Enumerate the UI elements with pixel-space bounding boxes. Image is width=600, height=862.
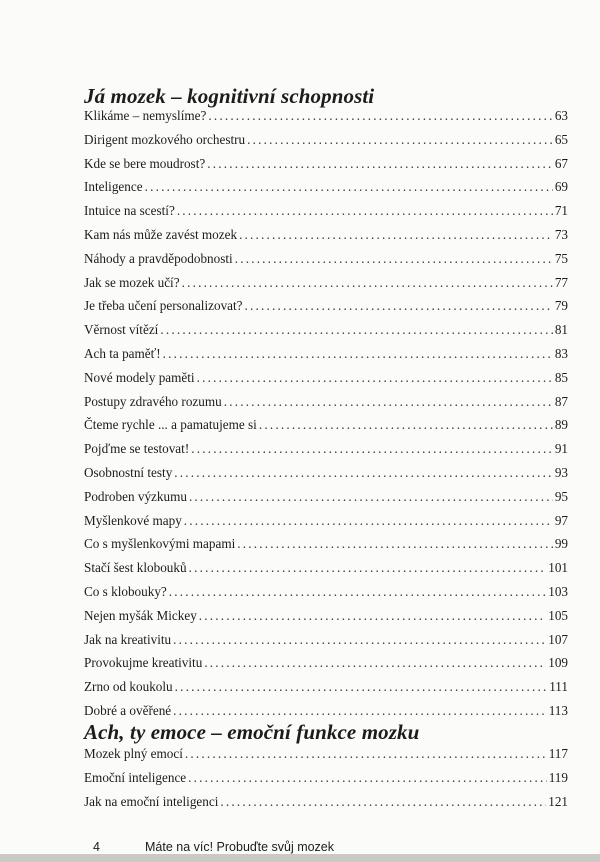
entry-page: 101 [548,560,568,576]
toc-entry [84,370,568,394]
entry-page: 121 [548,793,568,809]
toc-entry [84,108,568,132]
entry-page: 69 [554,179,568,195]
section-heading: Ach, ty emoce – emoční funkce mozku [84,720,420,744]
leader-dots [160,322,552,338]
entry-page: 111 [549,679,568,695]
entry-title: Stačí šest klobouků [84,560,187,576]
leader-dots [173,632,546,648]
leader-dots [208,108,552,124]
entry-page: 103 [548,583,568,599]
toc-entry [84,132,568,156]
toc-entry [84,679,568,703]
entry-page: 97 [554,512,568,528]
toc-entry [84,632,568,656]
toc-entry [84,394,568,418]
entry-page: 87 [554,393,568,409]
entry-page: 119 [548,769,568,785]
toc-entry [84,417,568,441]
toc-entry [84,275,568,299]
entry-title: Kam nás může zavést mozek [84,226,238,242]
entry-title: Ach ta paměť! [84,345,161,361]
book-title: Máte na víc! Probuďte svůj mozek [145,840,335,854]
entry-page: 89 [554,417,568,433]
page-footer [93,840,335,854]
entry-title: Nejen myšák Mickey [84,607,197,623]
entry-page: 73 [554,226,568,242]
page-edge [0,854,600,862]
entry-title: Inteligence [84,179,143,195]
toc-entry [84,584,568,608]
entry-title: Postupy zdravého rozumu [84,393,222,409]
entry-title: Dirigent mozkového orchestru [84,131,246,147]
leader-dots [204,655,546,671]
entry-title: Jak na emoční inteligenci [84,793,219,809]
toc-entry [84,608,568,632]
toc-entry [84,346,568,370]
entry-page: 67 [554,155,568,171]
entry-title: Věrnost vítězí [84,322,159,338]
entry-page: 65 [554,131,568,147]
leader-dots [185,746,547,762]
entry-page: 79 [554,298,568,314]
leader-dots [175,679,548,695]
leader-dots [239,227,553,243]
entry-title: Mozek plný emocí [84,746,183,761]
toc-entry [84,441,568,465]
entry-title: Emoční inteligence [84,769,187,785]
leader-dots [224,394,553,410]
entry-title: Kde se bere moudrost? [84,155,206,171]
entry-page: 95 [554,488,568,504]
entry-title: Zrno od koukolu [84,679,173,695]
leader-dots [237,536,553,552]
toc-entry [84,794,568,818]
entry-page: 113 [548,702,568,718]
leader-dots [184,513,553,529]
toc-entry [84,179,568,203]
entry-page: 81 [554,322,568,338]
toc-entry [84,203,568,227]
entry-page: 63 [554,108,568,123]
leader-dots [174,465,553,481]
entry-title: Osobnostní testy [84,464,173,480]
leader-dots [188,770,547,786]
leader-dots [207,156,553,172]
entry-page: 91 [554,441,568,457]
leader-dots [191,441,553,457]
section-heading: Já mozek – kognitivní schopnosti [84,84,375,108]
entry-title: Myšlenkové mapy [84,512,182,528]
entry-page: 75 [554,250,568,266]
toc-entry [84,560,568,584]
entry-title: Dobré a ověřené [84,702,172,718]
entry-title: Náhody a pravděpodobnosti [84,250,233,266]
entry-page: 85 [554,369,568,385]
entry-page: 99 [554,536,568,552]
toc-entry [84,746,568,770]
entry-title: Pojďme se testovat! [84,441,190,457]
toc-list [84,746,568,817]
entry-title: Provokujme kreativitu [84,655,203,671]
entry-title: Intuice na scestí? [84,203,175,219]
leader-dots [169,584,546,600]
entry-page: 105 [548,607,568,623]
entry-title: Co s klobouky? [84,583,167,599]
leader-dots [182,275,553,291]
toc-entry [84,489,568,513]
leader-dots [163,346,553,362]
entry-page: 71 [554,203,568,219]
entry-page: 117 [548,746,568,761]
toc-list [84,108,568,727]
toc-entry [84,251,568,275]
toc-entry [84,322,568,346]
toc-entry [84,465,568,489]
toc-entry [84,227,568,251]
leader-dots [189,489,553,505]
leader-dots [259,417,553,433]
entry-title: Podroben výzkumu [84,488,187,504]
toc-entry [84,536,568,560]
leader-dots [173,703,547,719]
toc-entry [84,156,568,180]
entry-title: Jak se mozek učí? [84,274,180,290]
entry-title: Je třeba učení personalizovat? [84,298,243,314]
page-number: 4 [93,840,100,854]
entry-title: Klikáme – nemyslíme? [84,108,207,123]
leader-dots [197,370,553,386]
entry-title: Jak na kreativitu [84,631,172,647]
entry-page: 109 [548,655,568,671]
leader-dots [220,794,546,810]
entry-page: 77 [554,274,568,290]
leader-dots [145,179,553,195]
toc-entry [84,298,568,322]
toc-entry [84,513,568,537]
leader-dots [245,298,553,314]
toc-entry [84,770,568,794]
entry-page: 107 [548,631,568,647]
leader-dots [199,608,546,624]
leader-dots [247,132,553,148]
entry-title: Čteme rychle ... a pamatujeme si [84,417,257,433]
entry-page: 83 [554,345,568,361]
entry-page: 93 [554,464,568,480]
leader-dots [189,560,547,576]
entry-title: Nové modely paměti [84,369,195,385]
toc-entry [84,655,568,679]
leader-dots [235,251,553,267]
leader-dots [177,203,553,219]
entry-title: Co s myšlenkovými mapami [84,536,236,552]
